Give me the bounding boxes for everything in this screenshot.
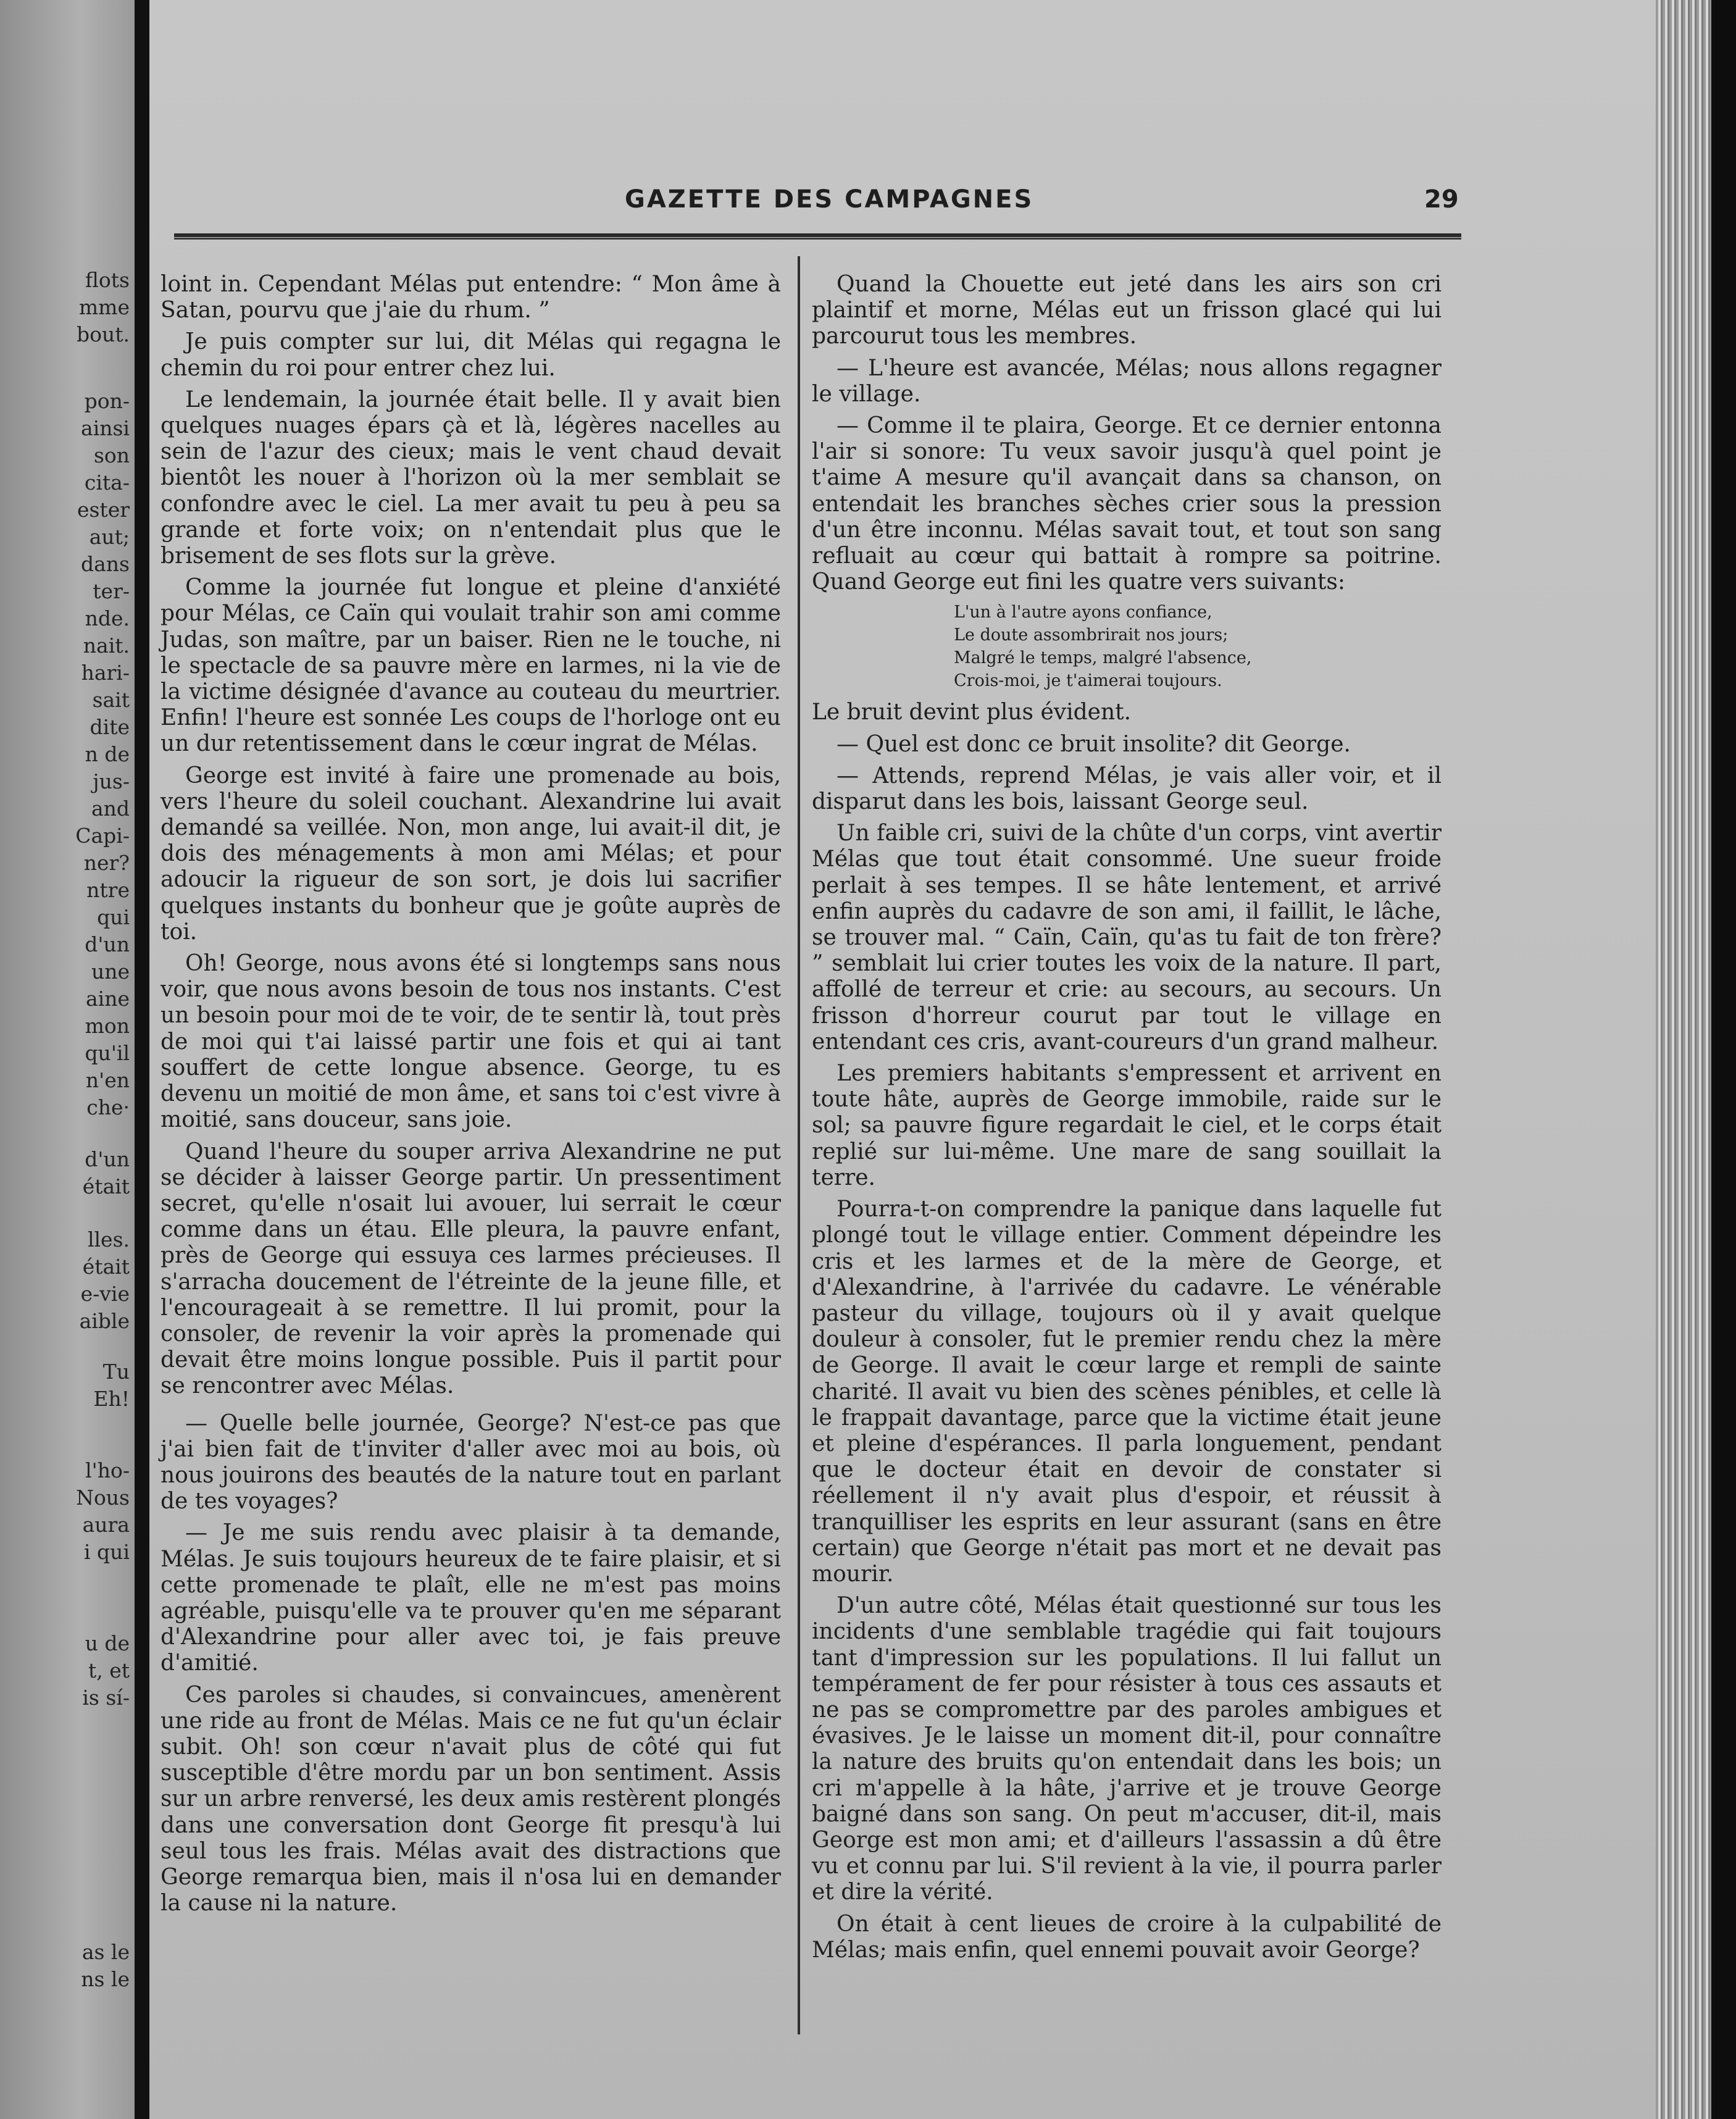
paragraph: Quand l'heure du souper arriva Alexandrine ne put se décider à laisser George partir. Un pressentiment secret, qu'elle n'osait lui avouer, lui serrait le cœur comme dans un étau. Elle pleura, la pauvre enfant, près de George qui essuya ces larmes précieuses. Il s'arracha doucement de l'étreinte de la jeune fille, et l'encourageait à se remettre. Il lui promit, pour la consoler, de revenir la voir après la promenade qui devait être moins longue possible. Puis il partit pour se rencontrer avec Mélas. xyxy=(161,1139,781,1399)
prev-page-fragment: u de xyxy=(85,1631,130,1655)
poem-line: Malgré le temps, malgré l'absence, xyxy=(954,648,1252,668)
paragraph: — Attends, reprend Mélas, je vais aller voir, et il disparut dans les bois, laissant George seul. xyxy=(812,763,1442,815)
prev-page-fragment: n de xyxy=(85,742,130,766)
paragraph: On était à cent lieues de croire à la culpabilité de Mélas; mais enfin, quel ennemi pouvait avoir George? xyxy=(812,1911,1442,1963)
prev-page-fragment: pon- xyxy=(84,389,130,413)
paragraph: loint in. Cependant Mélas put entendre: “ Mon âme à Satan, pourvu que j'aie du rhum. ” xyxy=(161,272,781,324)
poem-line: Crois-moi, je t'aimerai toujours. xyxy=(954,671,1222,691)
paragraph: — Quel est donc ce bruit insolite? dit George. xyxy=(837,731,1351,757)
prev-page-fragment: d'un xyxy=(85,932,130,956)
prev-page-fragment: aura xyxy=(82,1513,130,1537)
prev-page-fragment: e-vie xyxy=(80,1282,130,1306)
page-header xyxy=(149,185,1656,222)
prev-page-fragment: une xyxy=(91,959,130,984)
paragraph: Comme la journée fut longue et pleine d'anxiété pour Mélas, ce Caïn qui voulait trahir son ami comme Judas, son maître, par un baiser. Rien ne le touche, ni le spectacle de sa pauvre mère en larmes, ni la vie de la victime désignée d'avance au couteau du meurtrier. Enfin! l'heure est sonnée Les coups de l'horloge ont eu un dur retentissement dans le cœur ingrat de Mélas. xyxy=(161,575,781,757)
prev-page-fragment: Tu xyxy=(102,1360,130,1384)
prev-page-fragment: ter- xyxy=(93,579,130,603)
prev-page-fragment: était xyxy=(82,1174,130,1198)
prev-page-fragment: aut; xyxy=(89,525,130,549)
left-column xyxy=(161,272,781,1922)
prev-page-fragment: son xyxy=(93,443,130,467)
prev-page-fragment: d'un xyxy=(85,1147,130,1171)
column-divider xyxy=(798,256,800,2034)
prev-page-fragment: cita- xyxy=(84,470,130,495)
prev-page-fragment: dite xyxy=(90,715,130,739)
prev-page-fragment: ner? xyxy=(83,851,130,875)
prev-page-fragment: as le xyxy=(81,1940,130,1964)
paragraph: — Comme il te plaira, George. Et ce dernier entonna l'air si sonore: Tu veux savoir jusqu'à quel point je t'aime A mesure qu'il avançait dans sa chanson, on entendait les branches sèches crier sous la pression d'un être inconnu. Mélas savait tout, et tout son sang refluait au cœur qui battait à rompre sa poitrine. Quand George eut fini les quatre vers suivants: xyxy=(812,413,1442,595)
prev-page-fragment: Capi- xyxy=(75,824,130,848)
prev-page-fragment: aine xyxy=(85,987,130,1011)
prev-page-fragment: che· xyxy=(86,1095,130,1119)
prev-page-fragment: ainsi xyxy=(81,416,130,440)
binding-gutter xyxy=(135,0,149,2119)
prev-page-fragment: and xyxy=(91,796,130,821)
prev-page-fragment: aible xyxy=(79,1309,130,1333)
paragraph: George est invité à faire une promenade au bois, vers l'heure du soleil couchant. Alexandrine lui avait demandé sa veillée. Non, mon ange, lui avait-il dit, je dois des ménagements à mon ami Mélas; et pour adoucir la rigueur de son sort, je dois lui sacrifier quelques instants du bonheur que je goûte auprès de toi. xyxy=(161,763,781,945)
paragraph: — L'heure est avancée, Mélas; nous allons regagner le village. xyxy=(812,355,1442,407)
prev-page-fragment: dans xyxy=(81,552,130,576)
newspaper-page xyxy=(149,0,1656,2119)
paragraph: D'un autre côté, Mélas était questionné sur tous les incidents d'une semblable tragédie qui fait toujours tant d'impression sur les populations. Il lui fallut un tempérament de fer pour résister à tous ces assauts et ne pas se compromettre par des paroles ambigues et évasives. Je le laisse un moment dit-il, pour connaître la nature des bruits qu'on entendait dans les bois; un cri m'appelle à la hâte, j'arrive et je trouve George baigné dans son sang. On peut m'accuser, dit-il, mais George est mon ami; et d'ailleurs l'assassin a dû être vu et connu par lui. S'il revient à la vie, il pourra parler et dire la vérité. xyxy=(812,1593,1442,1905)
prev-page-fragment: t, et xyxy=(88,1658,130,1682)
prev-page-fragment: is sí- xyxy=(82,1686,130,1710)
prev-page-fragment: l'ho- xyxy=(85,1458,130,1482)
paragraph: Quand la Chouette eut jeté dans les airs son cri plaintif et morne, Mélas eut un frisson glacé qui lui parcourut tous les membres. xyxy=(812,272,1442,349)
prev-page-fragment: qui xyxy=(97,905,130,929)
paragraph: Le lendemain, la journée était belle. Il y avait bien quelques nuages épars çà et là, légères nacelles au sein de l'azur des cieux; mais le vent chaud devait bientôt les nouer à l'horizon où la mer semblait se confondre avec le ciel. La mer avait tu peu à peu sa grande et forte voix; on n'entendait plus que le brisement de ses flots sur la grève. xyxy=(161,387,781,569)
poem-stanza xyxy=(954,601,1442,692)
paragraph: — Je me suis rendu avec plaisir à ta demande, Mélas. Je suis toujours heureux de te faire plaisir, et si cette promenade te plaît, elle ne m'est pas moins agréable, puisqu'elle va te prouver qu'en me séparant d'Alexandrine pour aller avec toi, je fais preuve d'amitié. xyxy=(161,1520,781,1676)
paragraph: Le bruit devint plus évident. xyxy=(812,700,1132,725)
prev-page-fragment: mon xyxy=(85,1014,130,1038)
paragraph: Je puis compter sur lui, dit Mélas qui regagna le chemin du roi pour entrer chez lui. xyxy=(161,329,781,381)
prev-page-fragment: Nous xyxy=(76,1486,130,1510)
prev-page-fragment: mme xyxy=(78,295,130,319)
prev-page-fragment: n'en xyxy=(85,1068,130,1092)
prev-page-fragment: était xyxy=(82,1255,130,1279)
paragraph: Ces paroles si chaudes, si convaincues, amenèrent une ride au front de Mélas. Mais ce ne fut qu'un éclair subit. Oh! son cœur n'avait plus de côté qui fut susceptible d'être mordu par un bon sentiment. Assis sur un arbre renversé, les deux amis restèrent plongés dans une conversation dont George fit presqu'à lui seul tous les frais. Mélas avait des distractions que George remarqua bien, mais il n'osa lui en demander la cause ni la nature. xyxy=(161,1682,781,1916)
poem-line: Le doute assombrirait nos jours; xyxy=(954,625,1229,645)
prev-page-fragment: sait xyxy=(92,688,130,712)
prev-page-fragment: jus- xyxy=(93,769,130,793)
previous-page-edge xyxy=(0,0,135,2119)
prev-page-fragment: flots xyxy=(85,268,130,292)
prev-page-fragment: hari- xyxy=(81,661,130,685)
prev-page-fragment: qu'il xyxy=(85,1041,130,1065)
paragraph: Un faible cri, suivi de la chûte d'un corps, vint avertir Mélas que tout était consommé. Une sueur froide perlait à ses tempes. Il se hâte lentement, et arrivé enfin auprès du cadavre de son ami, il faillit, le lâche, se trouver mal. “ Caïn, Caïn, qu'as tu fait de ton frère? ” semblait lui crier toutes les voix de la nature. Il part, affollé de terreur et crie: au secours, au secours. Un frisson d'horreur courut par tout le village en entendant ces cris, avant-coureurs d'un grand malheur. xyxy=(812,821,1442,1055)
prev-page-fragment: nde. xyxy=(85,606,130,630)
prev-page-fragment: Eh! xyxy=(93,1387,130,1411)
prev-page-fragment: lles. xyxy=(87,1227,130,1252)
paragraph: Pourra-t-on comprendre la panique dans laquelle fut plongé tout le village entier. Comment dépeindre les cris et les larmes et de la mère de George, et d'Alexandrine, à l'arrivée du cadavre. Le vénérable pasteur du village, toujours où il y avait quelque douleur à consoler, fut le premier rendu chez la mère de George. Il avait le cœur large et rempli de sainte charité. Il avait vu bien des scènes pénibles, et celle là le frappait davantage, parce que la victime était jeune et pleine d'espérances. Il parla longuement, pendant que le docteur était en devoir de constater si réellement il n'y avait plus d'espoir, et réussit à tranquilliser les esprits en leur assurant (sans en être certain) que George n'était pas mort et ne devait pas mourir. xyxy=(812,1197,1442,1587)
masthead-title: GAZETTE DES CAMPAGNES xyxy=(625,185,1034,214)
prev-page-fragment: bout. xyxy=(77,322,130,346)
paragraph: — Quelle belle journée, George? N'est-ce pas que j'ai bien fait de t'inviter d'aller avec moi au bois, où nous jouirons des beautés de la nature tout en parlant de tes voyages? xyxy=(161,1410,781,1515)
prev-page-fragment: ester xyxy=(77,498,130,522)
paragraph: Oh! George, nous avons été si longtemps sans nous voir, que nous avons besoin de tous nos instants. C'est un besoin pour moi de te voir, de te sentir là, tout près de moi qui t'ai laissé partir une fois et qui ai tant souffert de cette longue absence. George, tu es devenu un moitié de mon âme, et sans toi c'est vivre à moitié, sans douceur, sans joie. xyxy=(161,951,781,1133)
prev-page-fragment: ns le xyxy=(81,1967,130,1991)
poem-line: L'un à l'autre ayons confiance, xyxy=(954,603,1212,622)
prev-page-fragment: nait. xyxy=(83,633,130,658)
right-column xyxy=(812,272,1442,1969)
paragraph: Les premiers habitants s'empressent et arrivent en toute hâte, auprès de George immobile, raide sur le sol; sa pauvre figure regardait le ciel, et le corps était replié sur lui-même. Une mare de sang souillait la terre. xyxy=(812,1061,1442,1190)
page-number: 29 xyxy=(1424,185,1459,214)
prev-page-fragment: ntre xyxy=(86,878,130,902)
header-rule xyxy=(174,233,1461,240)
prev-page-fragment: i qui xyxy=(84,1540,130,1564)
page-stack-edge xyxy=(1656,0,1711,2119)
